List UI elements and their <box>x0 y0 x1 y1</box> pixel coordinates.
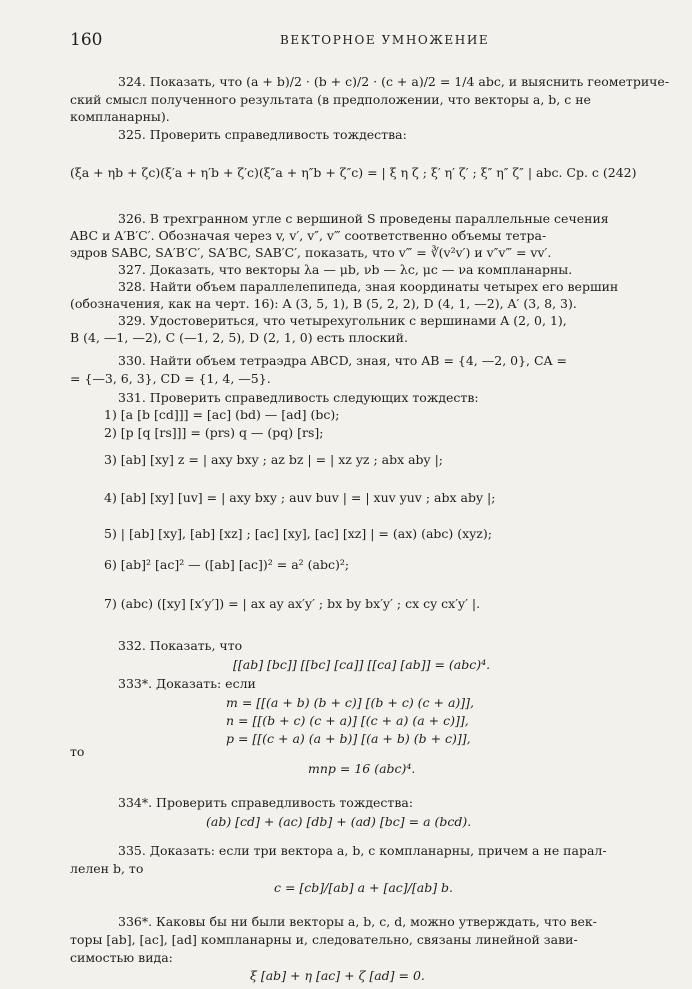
equation: (ab) [cd] + (ac) [db] + (ad) [bc] = a (bcd). <box>206 814 472 829</box>
text-line: ABC и A′B′C′. Обозначая через v, v′, v″, v‴ соответственно объемы тетра- <box>70 228 547 243</box>
text-line: 331. Проверить справедливость следующих тождеств: <box>118 390 479 405</box>
text-line: 332. Показать, что <box>118 638 243 653</box>
text-line: 335. Доказать: если три вектора a, b, c компланарны, причем a не парал- <box>118 843 607 858</box>
text-line: = {—3, 6, 3}, CD = {1, 4, —5}. <box>70 371 271 386</box>
text-line: B (4, —1, —2), C (—1, 2, 5), D (2, 1, 0) есть плоский. <box>70 330 408 345</box>
equation: ξ [ab] + η [ac] + ζ [ad] = 0. <box>250 968 425 983</box>
running-title: ВЕКТОРНОЕ УМНОЖЕНИЕ <box>280 33 490 47</box>
text-line: (обозначения, как на черт. 16): A (3, 5, 1), B (5, 2, 2), D (4, 1, —2), A′ (3, 8, 3). <box>70 296 577 311</box>
text-line: компланарны). <box>70 109 170 124</box>
text-line: 1) [a [b [cd]]] = [ac] (bd) — [ad] (bc); <box>104 407 340 422</box>
text-line: то <box>70 744 85 759</box>
text-line: 329. Удостовериться, что четырехугольник с вершинами A (2, 0, 1), <box>118 313 567 328</box>
text-line: 333*. Доказать: если <box>118 676 256 691</box>
text-line: лелен b, то <box>70 861 144 876</box>
text-line: 6) [ab]² [ac]² — ([ab] [ac])² = a² (abc)²; <box>104 557 350 572</box>
equation: m = [[(a + b) (b + c)] [(b + c) (c + a)]], <box>226 695 475 710</box>
text-line: 5) | [ab] [xy], [ab] [xz] ; [ac] [xy], [ac] [xz] | = (ax) (abc) (xyz); <box>104 526 492 541</box>
text-line: 3) [ab] [xy] z = | axy bxy ; az bz | = | xz yz ; abx aby |; <box>104 452 444 467</box>
text-line: 325. Проверить справедливость тождества: <box>118 127 407 142</box>
text-line: 4) [ab] [xy] [uv] = | axy bxy ; auv buv | = | xuv yuv ; abx aby |; <box>104 490 496 505</box>
text-line: торы [ab], [ac], [ad] компланарны и, следовательно, связаны линейной зави- <box>70 932 578 947</box>
equation: c = [cb]/[ab] a + [ac]/[ab] b. <box>274 880 454 895</box>
text-line: 327. Доказать, что векторы λa — μb, νb — λc, μc — νa компланарны. <box>118 262 573 277</box>
equation: n = [[(b + c) (c + a)] [(c + a) (a + c)]], <box>226 713 469 728</box>
text-line: 328. Найти объем параллелепипеда, зная координаты четырех его вершин <box>118 279 619 294</box>
text-line: 330. Найти объем тетраэдра ABCD, зная, что AB = {4, —2, 0}, CA = <box>118 353 568 368</box>
equation: p = [[(c + a) (a + b)] [(a + b) (b + c)]], <box>226 731 471 746</box>
text-line: 324. Показать, что (a + b)/2 · (b + c)/2 · (c + a)/2 = 1/4 abc, и выяснить геометриче- <box>118 74 670 89</box>
text-line: 326. В трехгранном угле с вершиной S проведены параллельные сечения <box>118 211 609 226</box>
text-line: 334*. Проверить справедливость тождества: <box>118 795 414 810</box>
equation: mnp = 16 (abc)⁴. <box>308 761 416 776</box>
page-number: 160 <box>70 30 103 50</box>
text-line: симостью вида: <box>70 950 173 965</box>
text-line: ский смысл полученного результата (в предположении, что векторы a, b, c не <box>70 92 591 107</box>
page-header <box>70 30 670 52</box>
text-line: 2) [p [q [rs]]] = (prs) q — (pq) [rs]; <box>104 425 324 440</box>
equation: [[ab] [bc]] [[bc] [ca]] [[ca] [ab]] = (abc)⁴. <box>233 657 491 672</box>
text-line: эдров SABC, SA′B′C′, SA′BC, SAB′C′, показать, что v‴ = ∛(v²v′) и v″v‴ = vv′. <box>70 245 552 260</box>
text-line: 336*. Каковы бы ни были векторы a, b, c, d, можно утверждать, что век- <box>118 914 597 929</box>
text-line: 7) (abc) ([xy] [x′y′]) = | ax ay ax′y′ ; bx by bx′y′ ; cx cy cx′y′ |. <box>104 596 481 611</box>
text-line: (ξa + ηb + ζc)(ξ′a + η′b + ζ′c)(ξ″a + η″b + ζ″c) = | ξ η ζ ; ξ′ η′ ζ′ ; ξ″ η″ ζ″ | abc. Ср. с (242) <box>70 165 637 180</box>
